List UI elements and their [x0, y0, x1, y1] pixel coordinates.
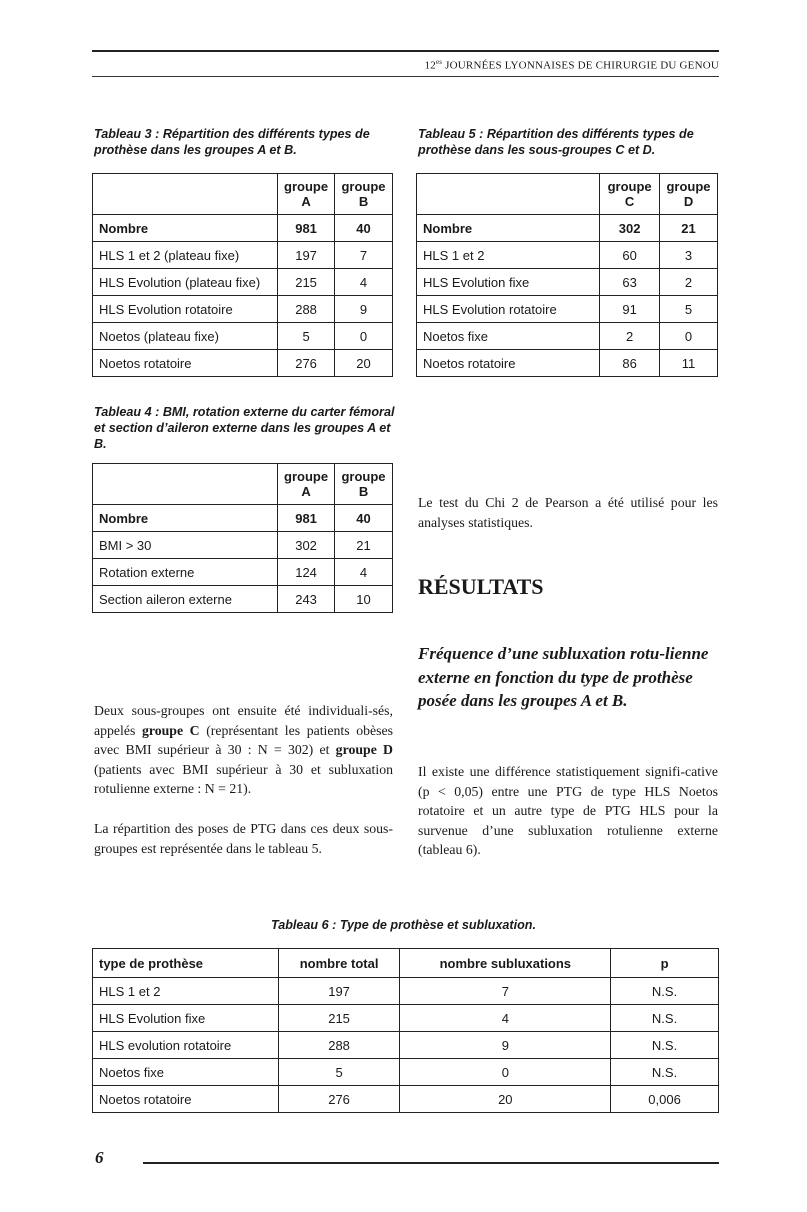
table-row: Noetos fixe 5 0 N.S. [93, 1059, 719, 1086]
table4-corner [93, 464, 278, 505]
table6-header-p: p [611, 949, 719, 978]
table3 [92, 173, 393, 377]
table-row: Noetos (plateau fixe) 5 0 [93, 323, 393, 350]
table-row: HLS Evolution fixe 63 2 [417, 269, 718, 296]
table-row: BMI > 30 302 21 [93, 532, 393, 559]
table-row: Nombre 981 40 [93, 505, 393, 532]
table-row: HLS Evolution (plateau fixe) 215 4 [93, 269, 393, 296]
table5-col-d: groupe D [660, 174, 718, 215]
section-title: RÉSULTATS [418, 574, 544, 599]
table6-header-sub: nombre subluxations [400, 949, 611, 978]
table-row: Noetos rotatoire 86 11 [417, 350, 718, 377]
table4-caption: Tableau 4 : BMI, rotation externe du carter fémoral et section d’aileron externe dans les groupes A et B. [94, 405, 395, 451]
table4-col-a: groupe A [278, 464, 335, 505]
table6-header-type: type de prothèse [93, 949, 279, 978]
table6-caption: Tableau 6 : Type de prothèse et subluxation. [271, 918, 536, 932]
table-row: HLS 1 et 2 197 7 N.S. [93, 978, 719, 1005]
table-row: HLS Evolution rotatoire 91 5 [417, 296, 718, 323]
running-header: $12^{es}$ JOURNÉES LYONNAISES DE CHIRURGIE DU GENOU [424, 58, 719, 72]
table-row: Noetos rotatoire 276 20 [93, 350, 393, 377]
table4 [92, 463, 393, 613]
table-row: HLS 1 et 2 (plateau fixe) 197 7 [93, 242, 393, 269]
table-row: Rotation externe 124 4 [93, 559, 393, 586]
table-row: HLS 1 et 2 60 3 [417, 242, 718, 269]
header-rule-bottom [92, 76, 719, 77]
table3-col-b: groupe B [335, 174, 393, 215]
table5-corner [417, 174, 600, 215]
table5-col-c: groupe C [600, 174, 660, 215]
table-row: Nombre 302 21 [417, 215, 718, 242]
table-row: Noetos fixe 2 0 [417, 323, 718, 350]
table3-caption: Tableau 3 : Répartition des différents types de prothèse dans les groupes A et B. [94, 127, 370, 157]
table-row: Noetos rotatoire 276 20 0,006 [93, 1086, 719, 1113]
table4-col-b: groupe B [335, 464, 393, 505]
results-paragraph: Il existe une différence statistiquement signifi-cative (p < 0,05) entre une PTG de type HLS Noetos rotatoire et un autre type de PTG HLS pour la survenue d’une subluxation rotulienne externe (tableau 6). [418, 764, 718, 858]
table-row: HLS evolution rotatoire 288 9 N.S. [93, 1032, 719, 1059]
chi2-paragraph: Le test du Chi 2 de Pearson a été utilisé pour les analyses statistiques. [418, 495, 718, 530]
table-row: Section aileron externe 243 10 [93, 586, 393, 613]
table6 [92, 948, 719, 1113]
table-row: HLS Evolution fixe 215 4 N.S. [93, 1005, 719, 1032]
left-paragraph-1: Deux sous-groupes ont ensuite été individuali-sés, appelés groupe C (représentant les patients obèses avec BMI supérieur à 30 : N = 302) et groupe D (patients avec BMI supérieur à 30 et subluxation rotulienne externe : N = 21). [94, 703, 394, 797]
page-number: 6 [95, 1148, 104, 1167]
table3-corner [93, 174, 278, 215]
left-paragraph-2: La répartition des poses de PTG dans ces deux sous-groupes est représentée dans le tableau 5. [94, 821, 393, 856]
table5-caption: Tableau 5 : Répartition des différents types de prothèse dans les sous-groupes C et D. [418, 127, 694, 157]
footer-rule [143, 1162, 719, 1164]
table5 [416, 173, 718, 377]
subsection-title: Fréquence d’une subluxation rotu-lienne externe en fonction du type de prothèse posée dans les groupes A et B. [418, 644, 709, 710]
table-row: Nombre 981 40 [93, 215, 393, 242]
table3-col-a: groupe A [278, 174, 335, 215]
table6-header-total: nombre total [278, 949, 400, 978]
table-row: HLS Evolution rotatoire 288 9 [93, 296, 393, 323]
header-rule [92, 50, 719, 52]
